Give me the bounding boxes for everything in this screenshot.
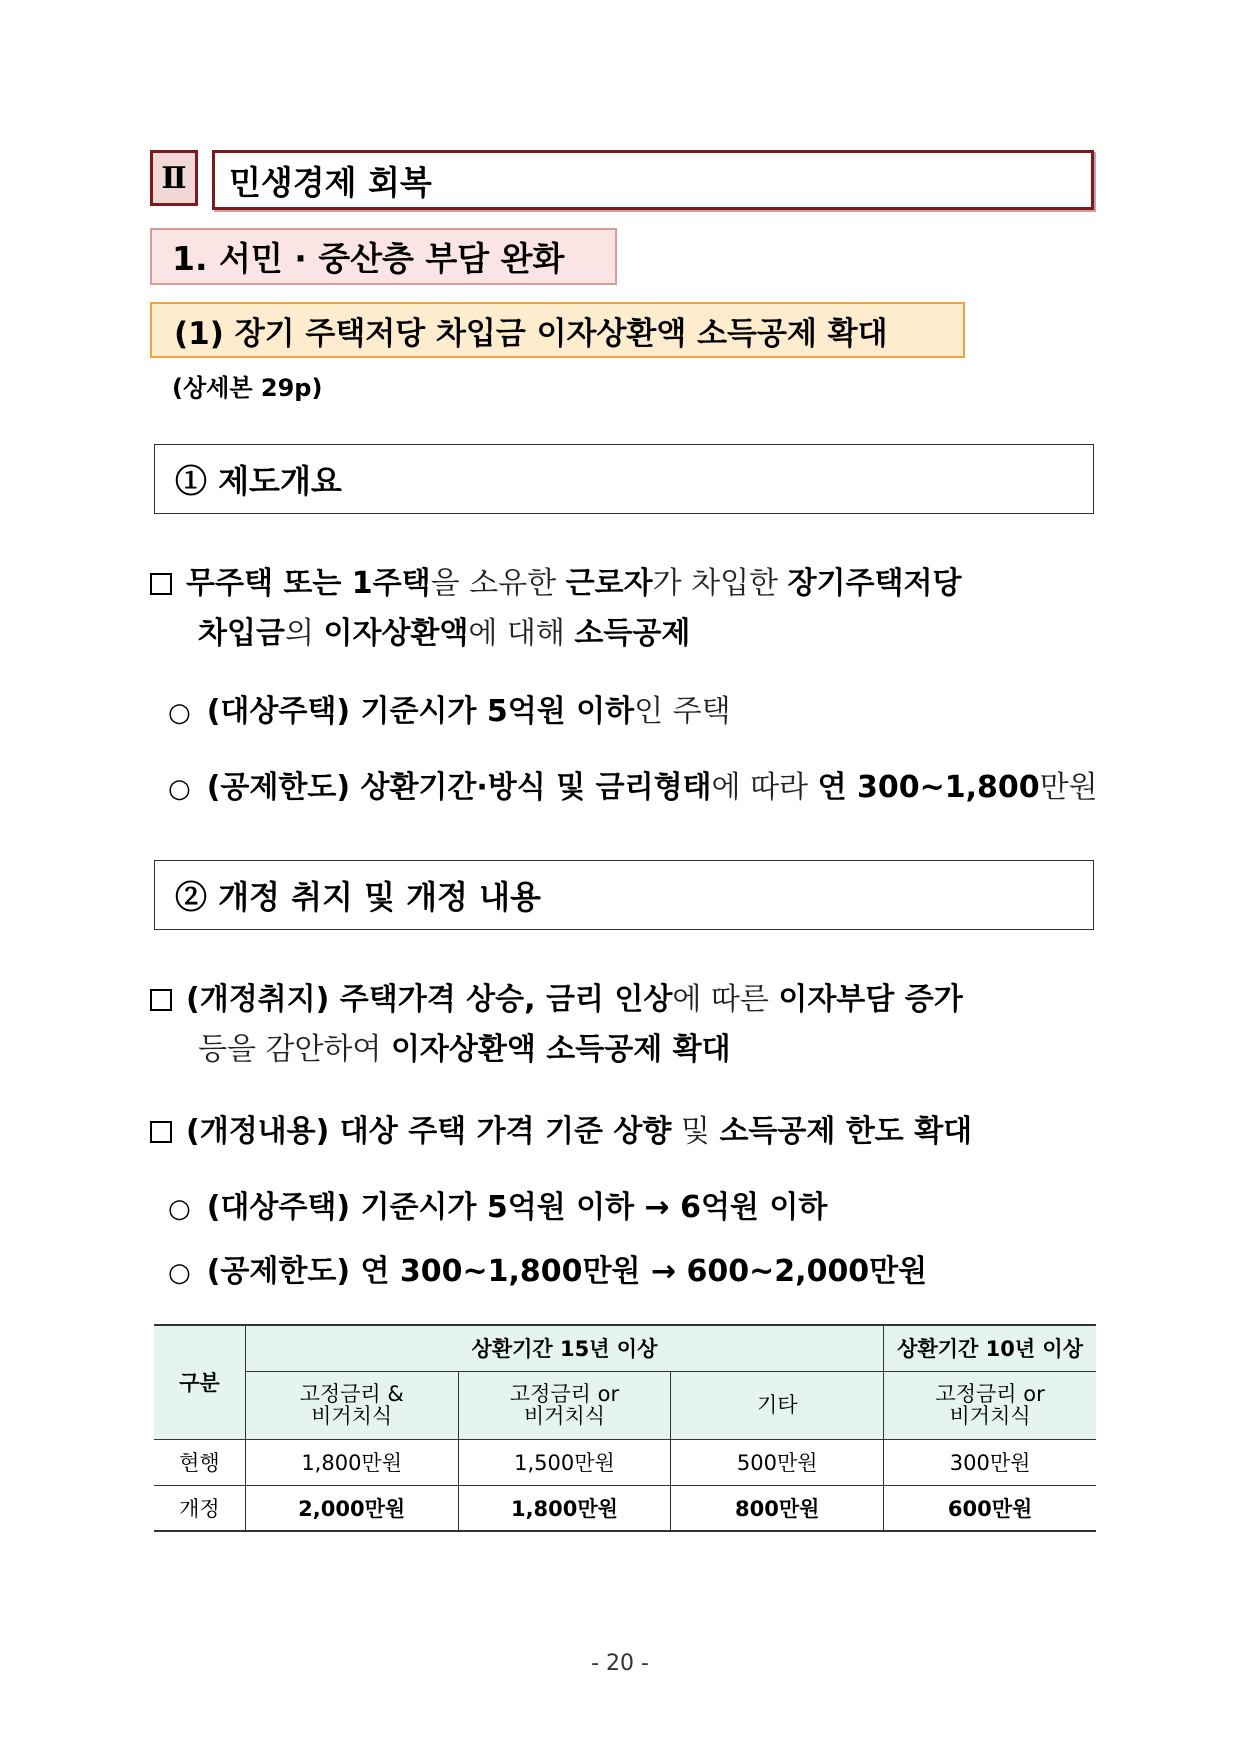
row-label: 현행 bbox=[154, 1439, 245, 1485]
subsection-title-text: (1) 장기 주택저당 차입금 이자상환액 소득공제 확대 bbox=[174, 315, 888, 352]
chapter-title-text: 민생경제 회복 bbox=[229, 162, 432, 202]
table-subheader: 기타 bbox=[671, 1371, 884, 1439]
table-row bbox=[154, 1485, 1096, 1531]
reference-note: (상세본 29p) bbox=[172, 374, 323, 402]
deduction-limit-table bbox=[154, 1324, 1096, 1532]
overview-item-housing: ○ (대상주택) 기준시가 5억원 이하인 주택 bbox=[168, 694, 731, 729]
table-cell: 800만원 bbox=[671, 1485, 884, 1531]
table-cell: 1,500만원 bbox=[458, 1439, 671, 1485]
table-header-group1: 상환기간 15년 이상 bbox=[245, 1325, 883, 1371]
overview-heading-box bbox=[154, 444, 1094, 514]
table-subheader: 고정금리 & 비거치식 bbox=[245, 1371, 458, 1439]
overview-main-line2: 차입금의 이자상환액에 대해 소득공제 bbox=[198, 616, 691, 651]
section-title bbox=[150, 228, 617, 285]
revision-content-line: (개정내용) 대상 주택 가격 기준 상향 및 소득공제 한도 확대 bbox=[150, 1106, 972, 1150]
revision-heading: ② 개정 취지 및 개정 내용 bbox=[175, 878, 541, 916]
revision-item-housing: ○ (대상주택) 기준시가 5억원 이하 → 6억원 이하 bbox=[168, 1190, 828, 1225]
table-header-group2: 상환기간 10년 이상 bbox=[884, 1325, 1096, 1371]
table-subheader: 고정금리 or 비거치식 bbox=[458, 1371, 671, 1439]
checkbox-square-icon bbox=[150, 1121, 172, 1143]
chapter-number: Ⅱ bbox=[150, 150, 198, 206]
chapter-title bbox=[212, 150, 1094, 210]
table-cell: 1,800만원 bbox=[458, 1485, 671, 1531]
table-subheader: 고정금리 or 비거치식 bbox=[884, 1371, 1096, 1439]
section-title-text: 1. 서민 · 중산층 부담 완화 bbox=[172, 239, 565, 278]
bullet-circle-icon: ○ bbox=[168, 698, 191, 728]
checkbox-square-icon bbox=[150, 989, 172, 1011]
table-header-category: 구분 bbox=[154, 1325, 245, 1439]
page-number: - 20 - bbox=[591, 1651, 649, 1676]
bullet-circle-icon: ○ bbox=[168, 1258, 191, 1288]
table-row bbox=[154, 1439, 1096, 1485]
table-cell: 1,800만원 bbox=[245, 1439, 458, 1485]
table-cell: 2,000만원 bbox=[245, 1485, 458, 1531]
table-cell: 600만원 bbox=[884, 1485, 1096, 1531]
revision-item-limit: ○ (공제한도) 연 300~1,800만원 → 600~2,000만원 bbox=[168, 1254, 928, 1289]
revision-heading-box bbox=[154, 860, 1094, 930]
bullet-circle-icon: ○ bbox=[168, 1194, 191, 1224]
row-label: 개정 bbox=[154, 1485, 245, 1531]
overview-item-limit: ○ (공제한도) 상환기간·방식 및 금리형태에 따라 연 300~1,800만원 bbox=[168, 770, 1098, 805]
bullet-circle-icon: ○ bbox=[168, 774, 191, 804]
revision-purpose-line2: 등을 감안하여 이자상환액 소득공제 확대 bbox=[198, 1032, 731, 1067]
revision-purpose-line1: (개정취지) 주택가격 상승, 금리 인상에 따른 이자부담 증가 bbox=[150, 974, 963, 1018]
table-cell: 500만원 bbox=[671, 1439, 884, 1485]
overview-heading: ① 제도개요 bbox=[175, 462, 342, 500]
overview-main-line1: 무주택 또는 1주택을 소유한 근로자가 차입한 장기주택저당 bbox=[150, 558, 961, 602]
checkbox-square-icon bbox=[150, 573, 172, 595]
table-cell: 300만원 bbox=[884, 1439, 1096, 1485]
subsection-title bbox=[150, 302, 965, 358]
